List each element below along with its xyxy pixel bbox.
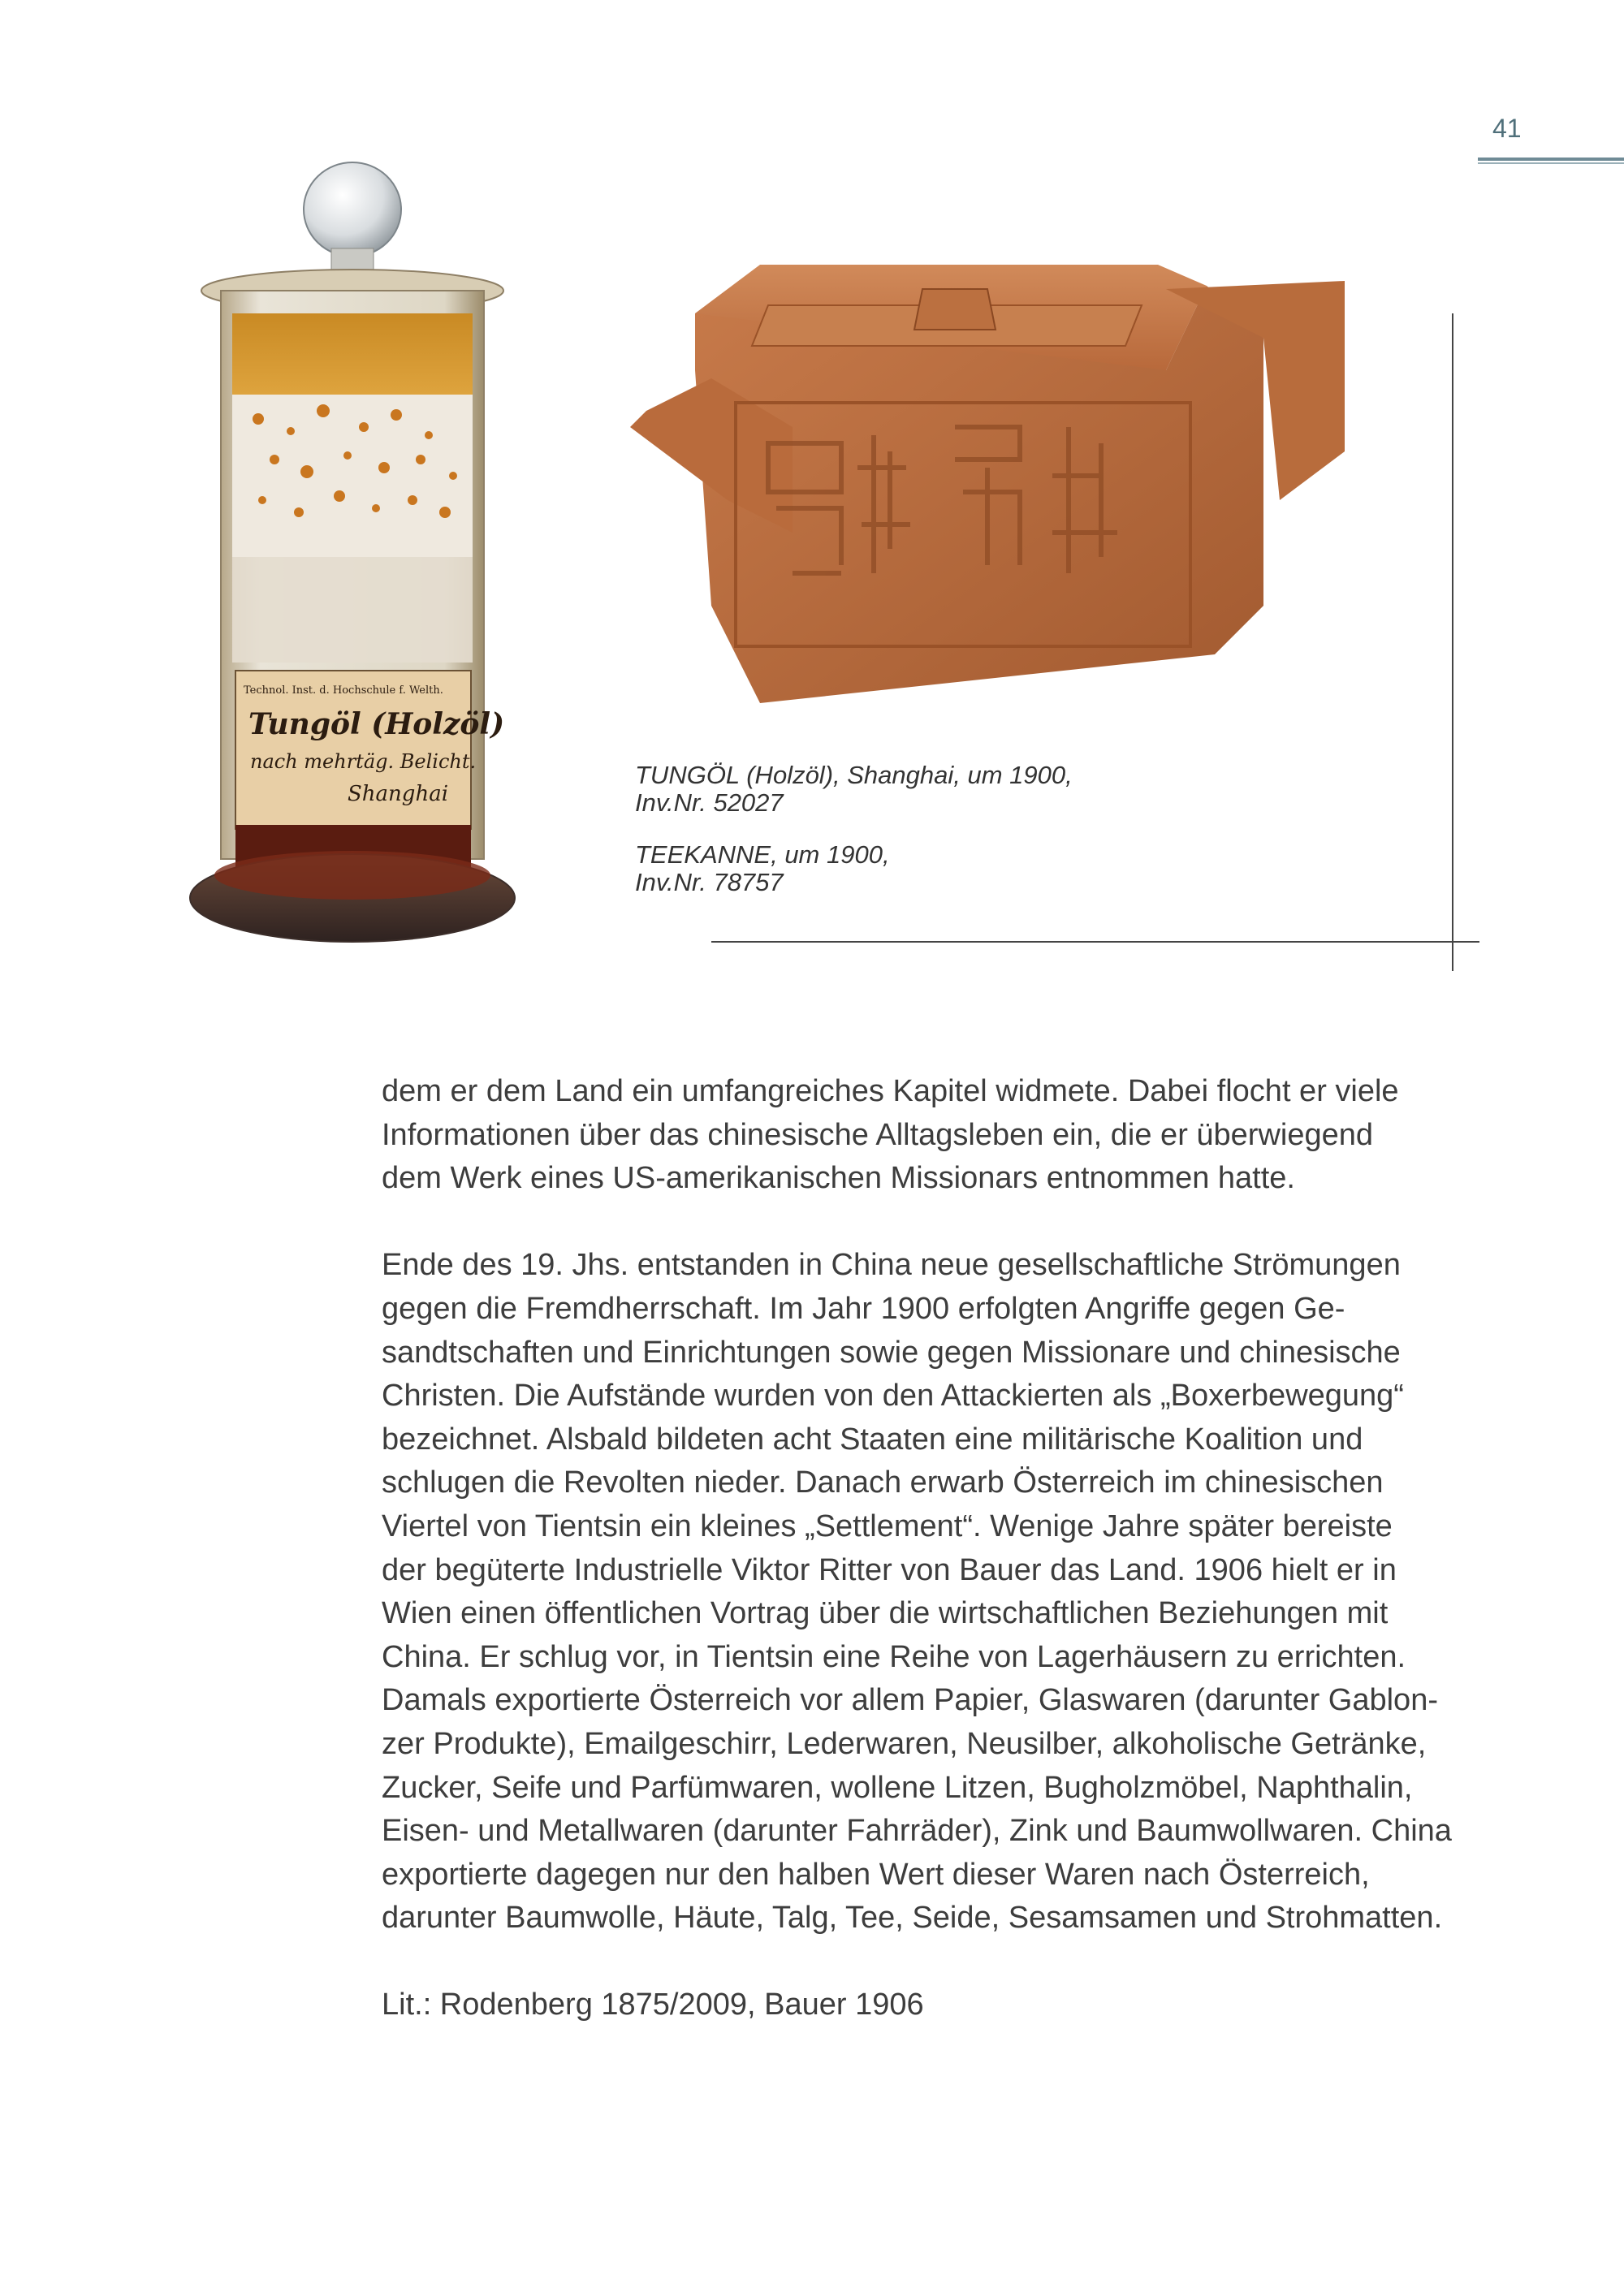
jar-label-line-2: Tungöl (Holzöl) [248,707,505,741]
text-line: dem Werk eines US-amerikanischen Missionars entnommen hatte. [382,1161,1295,1196]
text-line: Damals exportierte Österreich vor allem Papier, Glaswaren (darunter Gablon- [382,1683,1438,1718]
body-text [382,1070,1453,2027]
literature-reference: Lit.: Rodenberg 1875/2009, Bauer 1906 [382,1988,924,2022]
page-number-rule-thin [1478,162,1624,164]
text-line: China. Er schlug vor, in Tientsin eine Reihe von Lagerhäusern zu errichten. [382,1639,1406,1674]
jar-label-line-3: nach mehrtäg. Belicht. [250,750,477,773]
caption-tungoel-inv: Inv.Nr. 52027 [635,788,784,817]
text-line: der begüterte Industrielle Viktor Ritter von Bauer das Land. 1906 hielt er in [382,1552,1397,1587]
teapot-photo [630,265,1354,711]
page-number-rule [1478,158,1624,161]
text-line: darunter Baumwolle, Häute, Talg, Tee, Seide, Sesamsamen und Strohmatten. [382,1901,1443,1936]
text-line: dem er dem Land ein umfangreiches Kapitel widmete. Dabei flocht er viele [382,1074,1399,1108]
caption-tungoel [635,762,1285,817]
jar-label-line-4: Shanghai [348,782,449,806]
text-line: Christen. Die Aufstände wurden von den Attackierten als „Boxerbewegung“ [382,1379,1404,1414]
horizontal-rule [711,941,1479,943]
paragraph-2 [382,1244,1453,1940]
caption-teekanne [635,841,1285,896]
jar-label-line-1: Technol. Inst. d. Hochschule f. Welth. [244,684,443,697]
text-line: bezeichnet. Alsbald bildeten acht Staaten eine militärische Koalition und [382,1422,1363,1457]
text-line: gegen die Fremdherrschaft. Im Jahr 1900 erfolgten Angriffe gegen Ge- [382,1291,1345,1326]
caption-teekanne-inv: Inv.Nr. 78757 [635,868,784,896]
paragraph-1 [382,1070,1453,1201]
tungoel-jar-photo [185,151,520,955]
text-line: sandtschaften und Einrichtungen sowie gegen Missionare und chinesische [382,1335,1401,1370]
text-line: schlugen die Revolten nieder. Danach erwarb Österreich im chinesischen [382,1465,1384,1500]
text-line: Viertel von Tientsin ein kleines „Settlement“. Wenige Jahre später bereiste [382,1509,1393,1543]
caption-tungoel-title: TUNGÖL (Holzöl), Shanghai, um 1900, [635,761,1073,789]
text-line: Wien einen öffentlichen Vortrag über die wirtschaftlichen Beziehungen mit [382,1596,1389,1631]
caption-teekanne-title: TEEKANNE, um 1900, [635,840,890,869]
text-line: Informationen über das chinesische Alltagsleben ein, die er überwiegend [382,1117,1374,1152]
text-line: Ende des 19. Jhs. entstanden in China neue gesellschaftliche Strömungen [382,1248,1401,1283]
text-line: zer Produkte), Emailgeschirr, Lederwaren, Neusilber, alkoholische Getränke, [382,1726,1427,1761]
text-line: exportierte dagegen nur den halben Wert dieser Waren nach Österreich, [382,1857,1370,1892]
vertical-rule [1452,313,1453,971]
page-number: 41 [1492,114,1522,143]
text-line: Eisen- und Metallwaren (darunter Fahrräder), Zink und Baumwollwaren. China [382,1814,1452,1849]
text-line: Zucker, Seife und Parfümwaren, wollene Litzen, Bugholzmöbel, Naphthalin, [382,1770,1413,1805]
